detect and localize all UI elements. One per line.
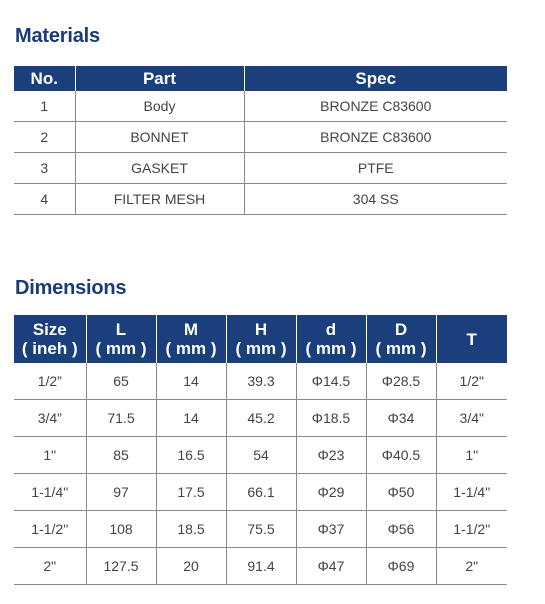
dim-l: 71.5: [86, 400, 156, 437]
header-d-large: [366, 315, 436, 363]
header-h-label: H: [254, 320, 268, 339]
dim-d-large: Φ50: [366, 474, 436, 511]
dim-m: 16.5: [156, 437, 226, 474]
dim-m: 20: [156, 548, 226, 585]
dim-d-large: Φ34: [366, 400, 436, 437]
material-spec: PTFE: [244, 153, 507, 184]
dim-size: 1-1/2": [14, 511, 86, 548]
dim-d-small: Φ29: [296, 474, 366, 511]
dim-h: 45.2: [226, 400, 296, 437]
dim-h: 39.3: [226, 363, 296, 400]
header-spec: Spec: [244, 66, 507, 91]
materials-table: [14, 66, 507, 215]
dim-h: 91.4: [226, 548, 296, 585]
material-part: Body: [75, 91, 244, 122]
dim-h: 75.5: [226, 511, 296, 548]
table-row: [14, 91, 507, 122]
header-t-label: T: [466, 329, 477, 349]
materials-title: Materials: [15, 25, 100, 47]
table-row: [14, 474, 507, 511]
material-spec: 304 SS: [244, 184, 507, 215]
material-spec: BRONZE C83600: [244, 122, 507, 153]
material-no: 2: [14, 122, 75, 153]
dim-size: 2": [14, 548, 86, 585]
header-t: [436, 315, 507, 363]
dimensions-table: [14, 315, 507, 585]
material-no: 1: [14, 91, 75, 122]
header-d-large-label: D: [394, 320, 408, 339]
dim-l: 85: [86, 437, 156, 474]
materials-header-row: [14, 66, 507, 91]
header-no: No.: [14, 66, 75, 91]
header-l-label: L: [115, 320, 127, 339]
dim-d-large: Φ40.5: [366, 437, 436, 474]
dim-size: 1": [14, 437, 86, 474]
material-no: 3: [14, 153, 75, 184]
table-row: [14, 122, 507, 153]
header-d-large-unit: ( mm ): [375, 339, 427, 358]
table-row: [14, 511, 507, 548]
table-row: [14, 400, 507, 437]
header-h: [226, 315, 296, 363]
header-m-label: M: [183, 320, 199, 339]
dim-d-small: Φ23: [296, 437, 366, 474]
dim-size: 3/4”: [14, 400, 86, 437]
header-m-unit: ( mm ): [165, 339, 217, 358]
dim-t: 1": [436, 437, 507, 474]
dim-m: 14: [156, 400, 226, 437]
header-part: Part: [75, 66, 244, 91]
dim-l: 97: [86, 474, 156, 511]
dim-size: 1-1/4": [14, 474, 86, 511]
dim-size: 1/2”: [14, 363, 86, 400]
dim-d-small: Φ18.5: [296, 400, 366, 437]
dim-l: 108: [86, 511, 156, 548]
dim-m: 17.5: [156, 474, 226, 511]
dim-m: 18.5: [156, 511, 226, 548]
material-spec: BRONZE C83600: [244, 91, 507, 122]
dim-t: 2": [436, 548, 507, 585]
table-row: [14, 548, 507, 585]
header-size-label: Size: [32, 320, 67, 339]
table-row: [14, 184, 507, 215]
header-l: [86, 315, 156, 363]
dimensions-title: Dimensions: [15, 277, 127, 299]
dim-h: 66.1: [226, 474, 296, 511]
dim-t: 1-1/4": [436, 474, 507, 511]
table-row: [14, 437, 507, 474]
header-l-unit: ( mm ): [95, 339, 147, 358]
table-row: [14, 153, 507, 184]
dim-d-large: Φ56: [366, 511, 436, 548]
dim-l: 127.5: [86, 548, 156, 585]
material-part: BONNET: [75, 122, 244, 153]
dim-h: 54: [226, 437, 296, 474]
material-part: FILTER MESH: [75, 184, 244, 215]
dim-t: 3/4": [436, 400, 507, 437]
dim-d-large: Φ28.5: [366, 363, 436, 400]
dim-d-small: Φ14.5: [296, 363, 366, 400]
dimensions-header-row: [14, 315, 507, 363]
header-m: [156, 315, 226, 363]
header-d-small: [296, 315, 366, 363]
material-part: GASKET: [75, 153, 244, 184]
dim-d-small: Φ37: [296, 511, 366, 548]
header-h-unit: ( mm ): [235, 339, 287, 358]
header-d-small-unit: ( mm ): [305, 339, 357, 358]
dim-l: 65: [86, 363, 156, 400]
dim-d-large: Φ69: [366, 548, 436, 585]
dim-m: 14: [156, 363, 226, 400]
header-size: [14, 315, 86, 363]
material-no: 4: [14, 184, 75, 215]
header-d-small-label: d: [325, 320, 337, 339]
dim-d-small: Φ47: [296, 548, 366, 585]
dim-t: 1/2": [436, 363, 507, 400]
header-size-unit: ( ineh ): [21, 339, 78, 358]
table-row: [14, 363, 507, 400]
dim-t: 1-1/2": [436, 511, 507, 548]
